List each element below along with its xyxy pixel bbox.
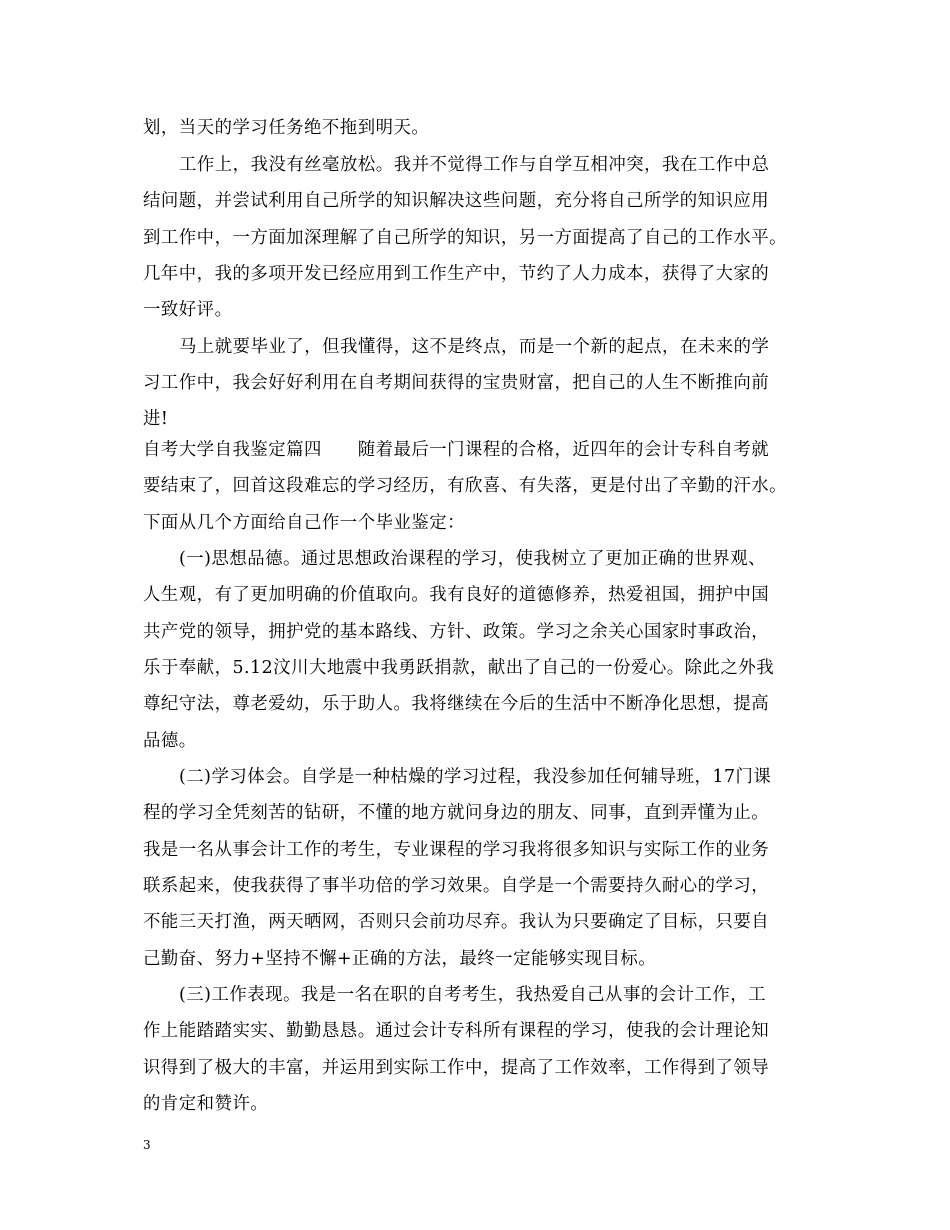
text-line: 到工作中，一方面加深理解了自己所学的知识，另一方面提高了自己的工作水平。 (143, 228, 788, 248)
text-line: 程的学习全凭刻苦的钻研，不懂的地方就问身边的朋友、同事，直到弄懂为止。 (143, 803, 770, 823)
text-line: (三)工作表现。我是一名在职的自考考生，我热爱自己从事的会计工作，工 (179, 985, 767, 1005)
text-line: 共产党的领导，拥护党的基本路线、方针、政策。学习之余关心国家时事政治， (143, 622, 770, 642)
text-line: 尊纪守法，尊老爱幼，乐于助人。我将继续在今后的生活中不断净化思想，提高 (143, 694, 770, 714)
text-line: 进! (143, 409, 169, 429)
text-line: 马上就要毕业了，但我懂得，这不是终点，而是一个新的起点，在未来的学 (179, 337, 770, 357)
text-line: 联系起来，使我获得了事半功倍的学习效果。自学是一个需要持久耐心的学习， (143, 876, 770, 896)
text-line: 工作上，我没有丝毫放松。我并不觉得工作与自学互相冲突，我在工作中总 (179, 155, 770, 175)
text-line: 一致好评。 (143, 300, 233, 320)
text-line: 不能三天打渔，两天晒网，否则只会前功尽弃。我认为只要确定了目标，只要自 (143, 912, 770, 932)
text-line: 识得到了极大的丰富，并运用到实际工作中，提高了工作效率，工作得到了领导 (143, 1058, 770, 1078)
text-line: 品德。 (143, 731, 197, 751)
text-line: 习工作中，我会好好利用在自考期间获得的宝贵财富，把自己的人生不断推向前 (143, 373, 770, 393)
text-line: 人生观，有了更加明确的价值取向。我有良好的道德修养，热爱祖国，拥护中国 (143, 585, 770, 605)
text-line: 乐于奉献，5.12汶川大地震中我勇跃捐款，献出了自己的一份爱心。除此之外我 (143, 658, 775, 678)
text-line: 的肯定和赞许。 (143, 1094, 269, 1114)
text-line: 划，当天的学习任务绝不拖到明天。 (143, 118, 430, 138)
section-heading-line: 自考大学自我鉴定篇四 随着最后一门课程的合格，近四年的会计专科自考就 (143, 440, 770, 460)
text-line: 我是一名从事会计工作的考生，专业课程的学习我将很多知识与实际工作的业务 (143, 840, 770, 860)
text-line: 己勤奋、努力+坚持不懈+正确的方法，最终一定能够实现目标。 (143, 949, 657, 969)
text-line: (二)学习体会。自学是一种枯燥的学习过程，我没参加任何辅导班，17门课 (179, 767, 772, 787)
text-line: 几年中，我的多项开发已经应用到工作生产中，节约了人力成本，获得了大家的 (143, 264, 770, 284)
page-number: 3 (143, 1138, 151, 1152)
text-line: 结问题，并尝试利用自己所学的知识解决这些问题，充分将自己所学的知识应用 (143, 191, 770, 211)
text-line: 要结束了，回首这段难忘的学习经历，有欣喜、有失落，更是付出了辛勤的汗水。 (143, 476, 788, 496)
text-line: 下面从几个方面给自己作一个毕业鉴定： (143, 513, 466, 533)
text-line: 作上能踏踏实实、勤勤恳恳。通过会计专科所有课程的学习，使我的会计理论知 (143, 1021, 770, 1041)
text-line: (一)思想品德。通过思想政治课程的学习，使我树立了更加正确的世界观、 (179, 549, 767, 569)
